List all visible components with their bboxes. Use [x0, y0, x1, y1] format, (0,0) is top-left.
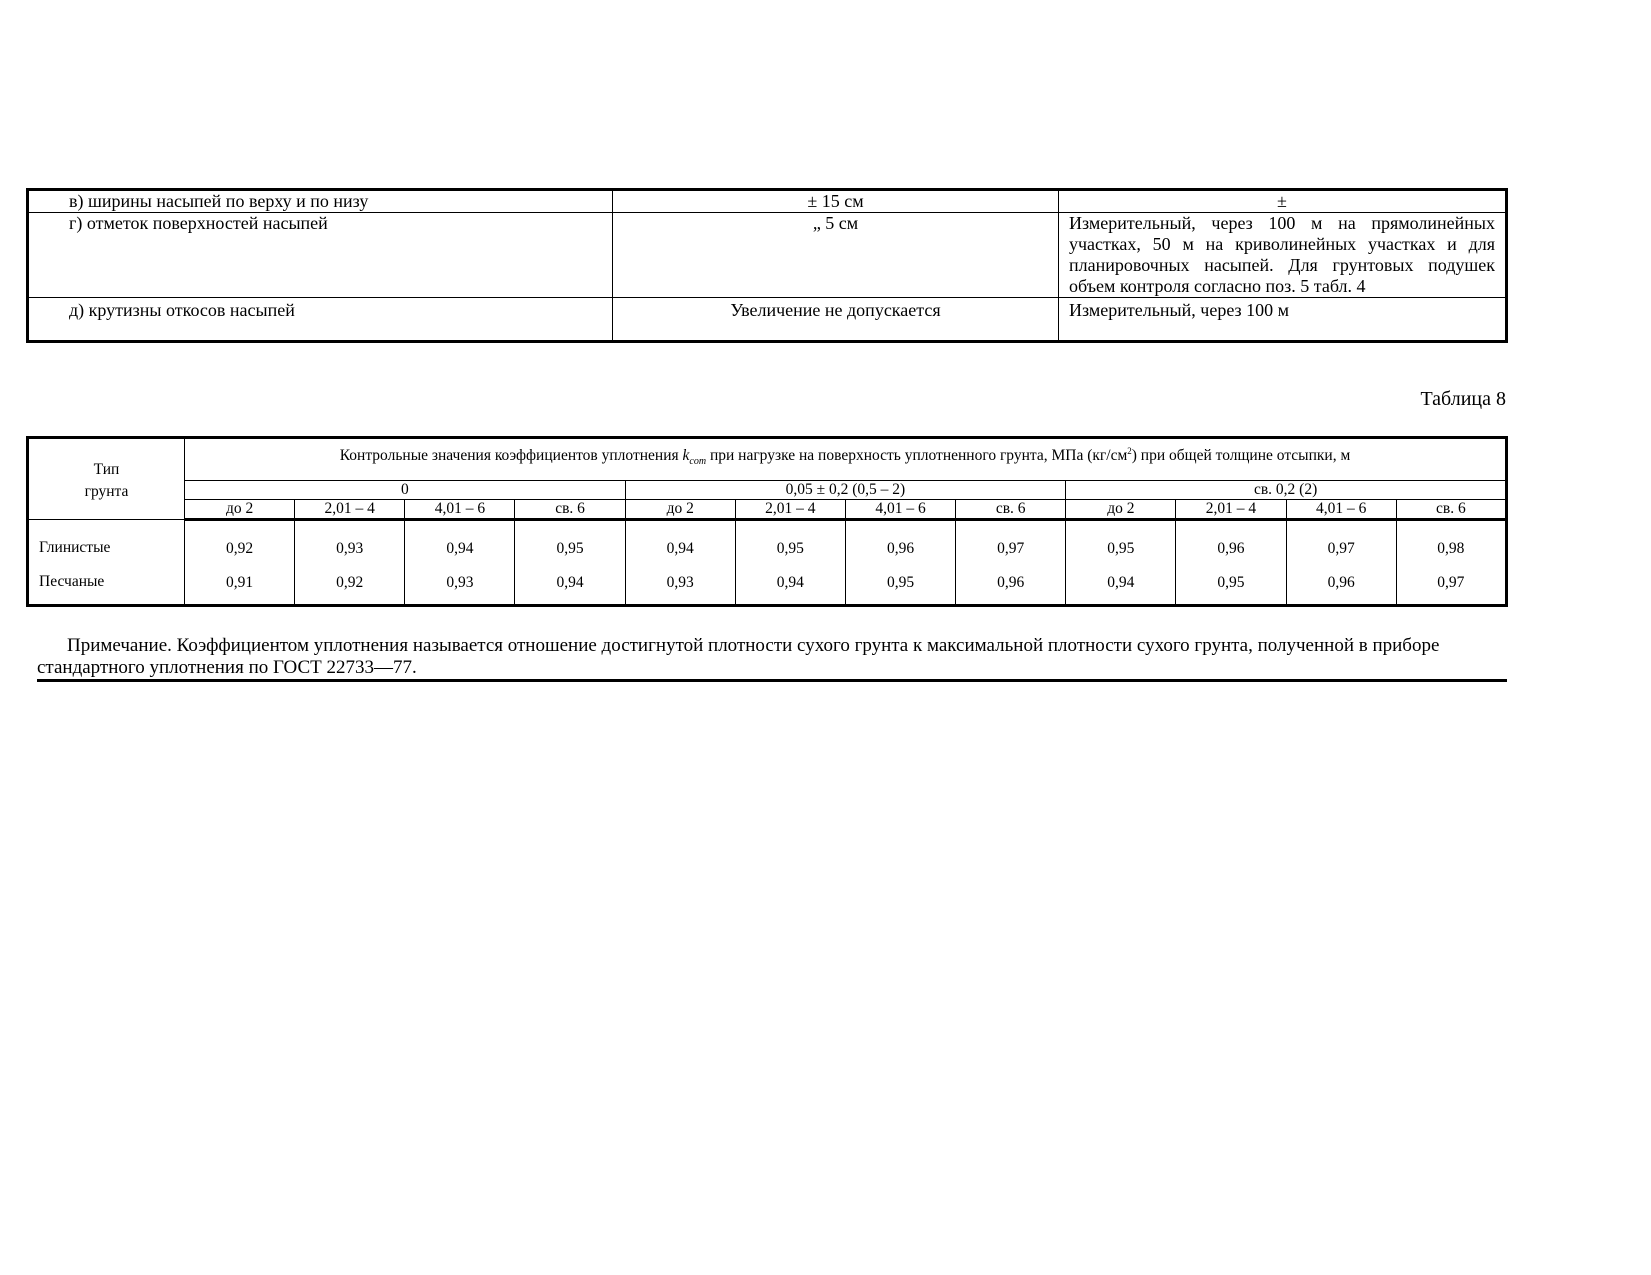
value-cell: [956, 520, 1066, 606]
value: 0,96: [1327, 574, 1355, 591]
soil-type: Песчаные: [39, 573, 105, 590]
sub-header: 2,01 – 4: [1176, 500, 1286, 520]
value-cell: [625, 520, 735, 606]
sub-header: св. 6: [1396, 500, 1506, 520]
row-control: Измерительный, через 100 м: [1059, 298, 1507, 342]
sub-header: до 2: [1066, 500, 1176, 520]
value-cell: [1176, 520, 1286, 606]
note-underline: [37, 679, 1507, 682]
value: 0,92: [336, 574, 364, 591]
table-row: [28, 190, 1507, 213]
value: 0,95: [1217, 574, 1245, 591]
sub-header: 2,01 – 4: [295, 500, 405, 520]
table-caption: Таблица 8: [1420, 388, 1506, 410]
type-header: [28, 438, 185, 520]
row-label: д) крутизны откосов насыпей: [28, 298, 613, 342]
row-control: Измерительный, через 100 м на прямолинейных участках, 50 м на криволинейных участках и для планировочных насыпей. Для грунтовых подушек объем контроля согласно поз. 5 табл. 4: [1059, 213, 1507, 298]
value-cell: [735, 520, 845, 606]
value: 0,94: [446, 540, 474, 557]
soil-type-column: [28, 520, 185, 606]
tolerance-table: [26, 188, 1508, 343]
sub-header: св. 6: [515, 500, 625, 520]
title-post1: при нагрузке на поверхность уплотненного грунта, МПа (кг/см: [709, 447, 1128, 465]
value-cell: [1066, 520, 1176, 606]
type-header-line1: Тип: [93, 461, 120, 478]
sub-header: св. 6: [956, 500, 1066, 520]
value: 0,95: [776, 540, 804, 557]
k-letter: k: [682, 447, 690, 465]
value: 0,93: [446, 574, 474, 591]
title-pre: Контрольные значения коэффициентов уплотнения: [339, 447, 679, 465]
row-label: в) ширины насыпей по верху и по низу: [28, 190, 613, 213]
value-cell: [845, 520, 955, 606]
sub-header: до 2: [185, 500, 295, 520]
k-subscript: com: [689, 456, 707, 468]
row-tolerance: Увеличение не допускается: [613, 298, 1059, 342]
sub-header: 4,01 – 6: [845, 500, 955, 520]
value: 0,93: [336, 540, 364, 557]
row-tolerance: „ 5 см: [613, 213, 1059, 298]
value-cell: [1286, 520, 1396, 606]
value: 0,97: [997, 540, 1025, 557]
value: 0,96: [886, 540, 915, 557]
value: 0,94: [1107, 574, 1135, 591]
value: 0,97: [1437, 574, 1465, 591]
value-cell: [405, 520, 515, 606]
value: 0,96: [997, 574, 1025, 591]
table-row: [28, 213, 1507, 298]
value: 0,95: [886, 574, 915, 591]
k-symbol: [682, 447, 707, 468]
row-control: ±: [1059, 190, 1507, 213]
table-row: [28, 298, 1507, 342]
type-header-line2: грунта: [84, 483, 129, 500]
compaction-table: [26, 436, 1508, 607]
value: 0,94: [556, 574, 584, 591]
sub-header: 2,01 – 4: [735, 500, 845, 520]
group-header: 0: [185, 481, 626, 500]
value: 0,97: [1327, 540, 1355, 557]
row-label: г) отметок поверхностей насыпей: [28, 213, 613, 298]
title-sup: 2: [1127, 446, 1132, 456]
table-title: [185, 438, 1507, 481]
value: 0,95: [1107, 540, 1135, 557]
note-text: Примечание. Коэффициентом уплотнения называется отношение достигнутой плотности сухого грунта к максимальной плотности сухого грунта, полученной в приборе стандартного уплотнения по ГОСТ 22733—77.: [37, 635, 1440, 678]
title-post2: ) при общей толщине отсыпки, м: [1131, 447, 1351, 465]
value: 0,98: [1437, 540, 1465, 557]
sub-header: 4,01 – 6: [405, 500, 515, 520]
value-cell: [295, 520, 405, 606]
value-cell: [1396, 520, 1506, 606]
value: 0,93: [666, 574, 694, 591]
sub-header: до 2: [625, 500, 735, 520]
sub-header: 4,01 – 6: [1286, 500, 1396, 520]
row-tolerance: ± 15 см: [613, 190, 1059, 213]
value: 0,96: [1217, 540, 1245, 557]
value: 0,91: [226, 574, 254, 591]
group-header: св. 0,2 (2): [1066, 481, 1507, 500]
value-cell: [185, 520, 295, 606]
value: 0,92: [226, 540, 254, 557]
soil-type: Глинистые: [39, 539, 111, 556]
group-header: 0,05 ± 0,2 (0,5 – 2): [625, 481, 1066, 500]
value: 0,94: [666, 540, 694, 557]
value: 0,94: [776, 574, 804, 591]
value-cell: [515, 520, 625, 606]
value: 0,95: [556, 540, 584, 557]
